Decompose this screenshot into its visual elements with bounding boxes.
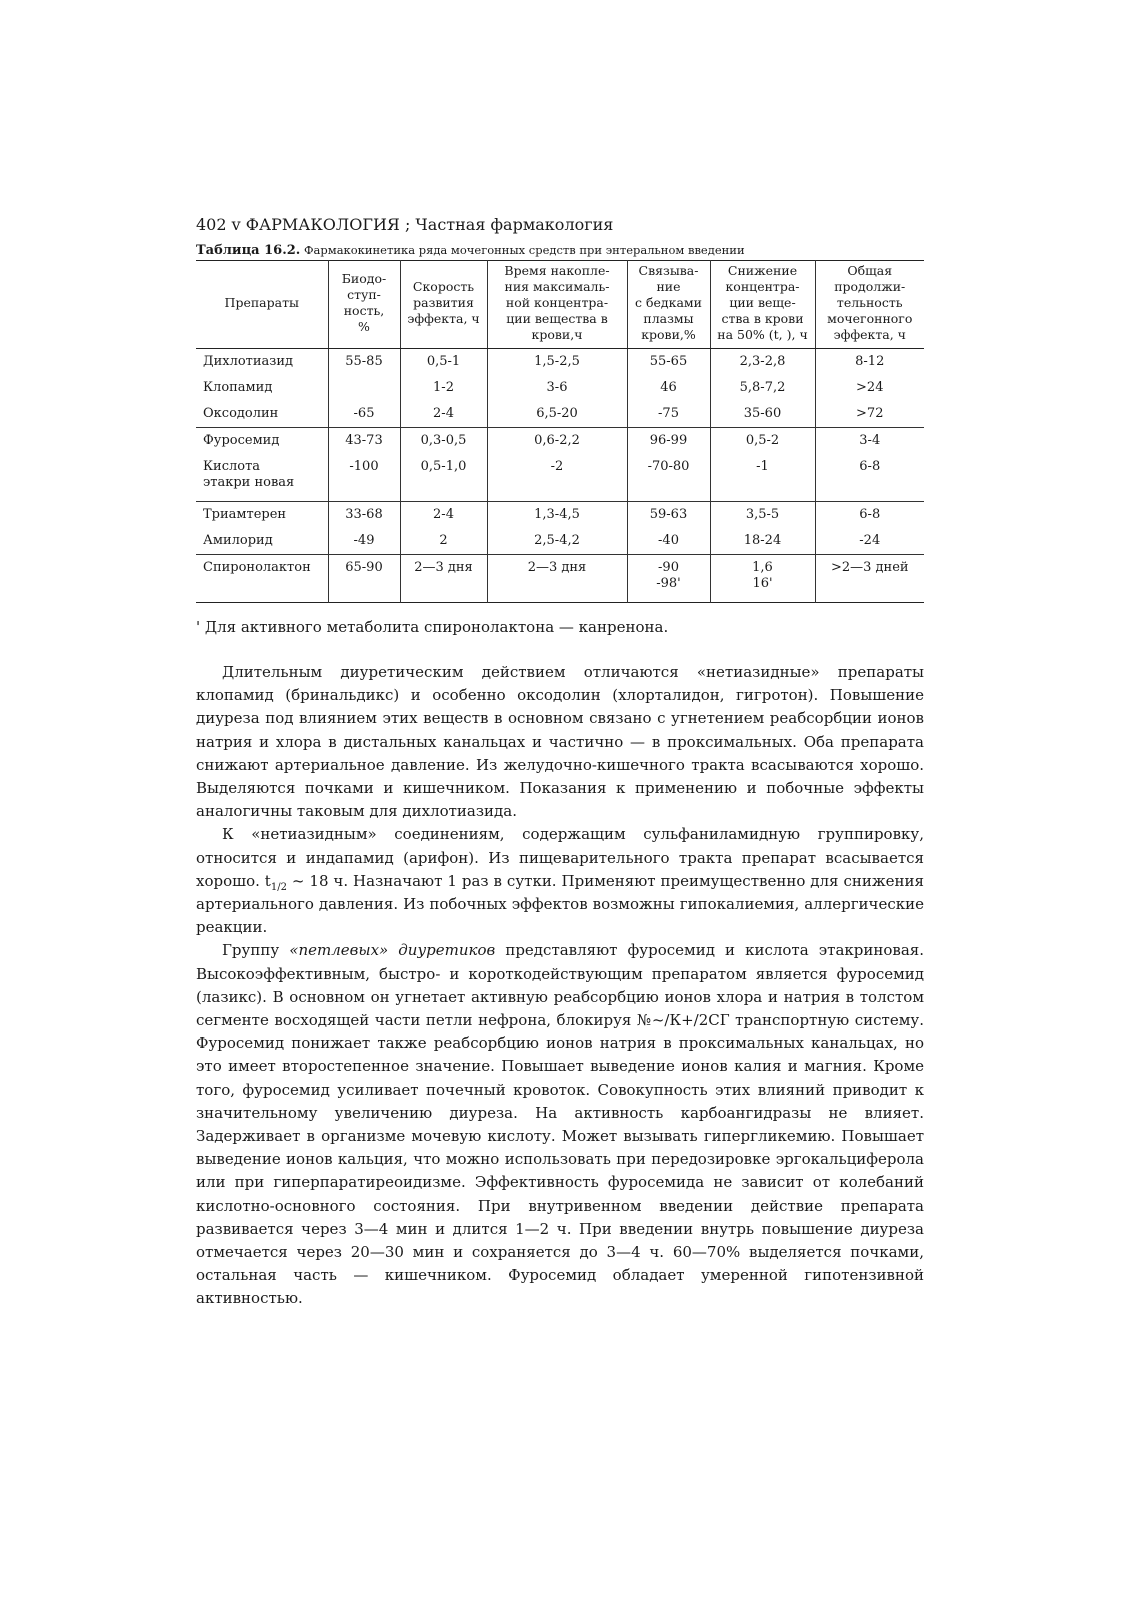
- paragraph: Длительным диуретическим действием отличаются «нетиазидные» препараты клопамид (бринальдикс) и особенно оксодолин (хлорталидон, гигротон). Повышение диуреза под влиянием этих веществ в основном связано с угнетением реабсорбции ионов натрия и хлора в дистальных канальцах и частично — в проксимальных. Оба препарата снижают артериальное давление. Из желудочно-кишечного тракта всасываются хорошо. Выделяются почками и кишечником. Показания к применению и побочные эффекты аналогичны таковым для дихлотиазида.: [196, 663, 924, 821]
- paragraph: [196, 939, 924, 1310]
- table-cell: 1-2: [400, 375, 487, 401]
- table-cell: 96-99: [627, 428, 710, 455]
- table-row: [196, 428, 924, 455]
- table-cell: 55-85: [328, 349, 400, 376]
- table-caption-text: Фармакокинетика ряда мочегонных средств при энтеральном введении: [300, 243, 745, 257]
- table-cell: -90 -98': [627, 555, 710, 603]
- running-header: 402 v ФАРМАКОЛОГИЯ ; Частная фармакология: [196, 215, 614, 234]
- table-cell: 18-24: [710, 528, 815, 555]
- half-life-subscript: 1/2: [270, 881, 287, 893]
- table-header-row: [196, 261, 924, 349]
- table-row: [196, 375, 924, 401]
- col-header-protein-binding: Связыва- ние с бедками плазмы крови,%: [627, 261, 710, 349]
- col-header-duration: Общая продолжи- тельность мочегонного эффекта, ч: [815, 261, 924, 349]
- table-cell: -49: [328, 528, 400, 555]
- table-cell: 59-63: [627, 502, 710, 529]
- table-cell: 65-90: [328, 555, 400, 603]
- book-page: [196, 215, 924, 1311]
- table-cell: 46: [627, 375, 710, 401]
- table-cell: 2,5-4,2: [487, 528, 627, 555]
- table-row: [196, 349, 924, 376]
- col-header-half-life: Снижение концентра- ции веще- ства в крови на 50% (t, ), ч: [710, 261, 815, 349]
- table-cell: -24: [815, 528, 924, 555]
- table-cell: 2-4: [400, 502, 487, 529]
- table-cell: 1,3-4,5: [487, 502, 627, 529]
- table-cell: [328, 375, 400, 401]
- table-cell: Амилорид: [196, 528, 328, 555]
- table-cell: 0,6-2,2: [487, 428, 627, 455]
- table-cell: -2: [487, 454, 627, 502]
- paragraph-text: представляют фуросемид и кислота этакриновая. Высокоэффективным, быстро- и короткодействующим препаратом является фуросемид (лазикс). В основном он угнетает активную реабсорбцию ионов хлора и натрия в толстом сегменте восходящей части петли нефрона, блокируя №~/К+/2СГ транспортную систему. Фуросемид понижает также реабсорбцию ионов натрия в проксимальных канальцах, но это имеет второстепенное значение. Повышает выведение ионов калия и магния. Кроме того, фуросемид усиливает почечный кровоток. Совокупность этих влияний приводит к значительному увеличению диуреза. На активность карбоангидразы не влияет. Задерживает в организме мочевую кислоту. Может вызывать гипергликемию. Повышает выведение ионов кальция, что можно использовать при передозировке эргокальциферола или при гиперпаратиреоидизме. Эффективность фуросемида не зависит от колебаний кислотно-основного состояния. При внутривенном введении действие препарата развивается через 3—4 мин и длится 1—2 ч. При введении внутрь повышение диуреза отмечается через 20—30 мин и сохраняется до 3—4 ч. 60—70% выделяется почками, остальная часть — кишечником. Фуросемид обладает умеренной гипотензивной активностью.: [196, 941, 925, 1308]
- table-cell: Триамтерен: [203, 507, 287, 522]
- table-cell: -40: [627, 528, 710, 555]
- table-cell: Фуросемид: [203, 433, 280, 448]
- table-cell: -100: [328, 454, 400, 502]
- table-cell: -75: [627, 401, 710, 428]
- table-cell: 43-73: [328, 428, 400, 455]
- table-cell: 6-8: [815, 502, 924, 529]
- table-cell: >24: [815, 375, 924, 401]
- table-cell: Спиронолактон: [203, 560, 311, 575]
- paragraph-text: ~ 18 ч. Назначают 1 раз в сутки. Применяют преимущественно для снижения артериального давления. Из побочных эффектов возможны гипокалиемия, аллергические реакции.: [196, 871, 924, 937]
- table-cell: 2—3 дня: [487, 555, 627, 603]
- col-header-tmax: Время накопле- ния максималь- ной концентра- ции вещества в крови,ч: [487, 261, 627, 349]
- table-row: [196, 454, 924, 502]
- col-header-bioavailability: Биодо- ступ- ность, %: [328, 261, 400, 349]
- table-caption-label: Таблица 16.2.: [196, 243, 301, 258]
- emphasized-term: «петлевых» диуретиков: [289, 941, 496, 960]
- table-cell: 1,5-2,5: [487, 349, 627, 376]
- table-cell: 35-60: [710, 401, 815, 428]
- body-text: [196, 661, 924, 1311]
- table-cell: 0,5-2: [710, 428, 815, 455]
- table-cell: 6-8: [815, 454, 924, 502]
- paragraph-text: Группу: [222, 941, 290, 960]
- paragraph: [196, 823, 924, 939]
- table-cell: >72: [815, 401, 924, 428]
- paragraph-text: К «нетиазидным» соединениям, содержащим сульфаниламидную группировку, относится и индапамид (арифон). Из пищеварительного тракта препарат всасывается хорошо. t: [196, 825, 924, 890]
- table-cell: 3,5-5: [710, 502, 815, 529]
- table-cell: 2—3 дня: [400, 555, 487, 603]
- table-cell: -1: [710, 454, 815, 502]
- table-cell: >2—3 дней: [815, 555, 924, 603]
- table-row: [196, 528, 924, 555]
- table-caption: [196, 243, 924, 258]
- table-cell: 2,3-2,8: [710, 349, 815, 376]
- table-cell: 0,5-1: [400, 349, 487, 376]
- table-cell: 3-4: [815, 428, 924, 455]
- table-footnote: ' Для активного метаболита спиронолактона — канренона.: [196, 618, 669, 636]
- table-cell: 2: [400, 528, 487, 555]
- table-cell: 6,5-20: [487, 401, 627, 428]
- table-cell: Кислота этакри новая: [196, 454, 328, 502]
- table-cell: 1,6 16': [710, 555, 815, 603]
- col-header-drugs: Препараты: [196, 261, 328, 349]
- table-cell: -65: [328, 401, 400, 428]
- table-cell: 5,8-7,2: [710, 375, 815, 401]
- col-header-onset: Скорость развития эффекта, ч: [400, 261, 487, 349]
- table-cell: Оксодолин: [196, 401, 328, 428]
- pharmacokinetics-table: [196, 260, 924, 603]
- table-row: [196, 502, 924, 529]
- table-cell: 33-68: [328, 502, 400, 529]
- table-cell: 55-65: [627, 349, 710, 376]
- table-cell: Клопамид: [203, 380, 273, 395]
- table-row: [196, 401, 924, 428]
- table-cell: 0,5-1,0: [400, 454, 487, 502]
- table-cell: -70-80: [627, 454, 710, 502]
- table-cell: 3-6: [487, 375, 627, 401]
- table-cell: Дихлотиазид: [203, 354, 294, 369]
- table-cell: 2-4: [400, 401, 487, 428]
- table-row: [196, 555, 924, 603]
- table-cell: 8-12: [815, 349, 924, 376]
- table-cell: 0,3-0,5: [400, 428, 487, 455]
